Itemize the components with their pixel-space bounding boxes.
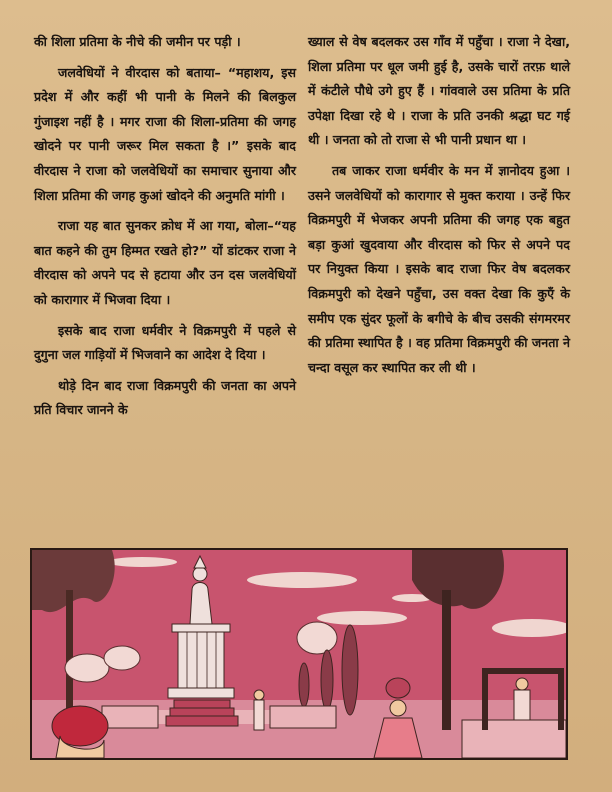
story-illustration [30,548,568,760]
left-text-column [34,30,296,423]
paragraph: तब जाकर राजा धर्मवीर के मन में ज्ञानोदय हुआ । उसने जलवेधियों को कारागार से मुक्त कराया । उन्हें फिर विक्रमपुरी में भेजकर अपनी प्रतिमा की जगह एक बहुत बड़ा कुआं खुदवाया और वीरदास को फिर से अपने पद पर नियुक्त किया । इसके बाद राजा फिर वेष बदलकर विक्रमपुरी को देखने पहुँचा, उस वक्त देखा कि कुएँ के समीप एक सुंदर फूलों के बगीचे के बीच उसकी संगमरमर की प्रतिमा स्थापित है । वह प्रतिमा विक्रमपुरी की जनता ने चन्दा वसूल कर स्थापित कर ली थी । [308,162,571,375]
cloud [107,557,177,567]
paragraph: की शिला प्रतिमा के नीचे की जमीन पर पड़ी । [34,34,241,49]
water-pot [386,678,410,698]
bush [104,646,140,670]
paragraph: थोड़े दिन बाद राजा विक्रमपुरी की जनता का अपने प्रति विचार जानने के [34,377,296,418]
bush [297,622,337,654]
walking-man [254,700,264,730]
garden-statue-scene [32,550,566,758]
bush [65,654,109,682]
cypress-tree [299,663,309,707]
paragraph: इसके बाद राजा धर्मवीर ने विक्रमपुरी में पहले से दुगुना जल गाड़ियों में भिजवाने का आदेश दे दिया । [34,322,296,363]
cypress-tree [342,625,358,715]
tree-trunk [66,590,73,720]
cypress-tree [321,650,333,710]
well [462,720,566,758]
hedge [270,706,336,728]
well-frame [482,668,564,674]
person-at-well [514,690,530,720]
paragraph: ख्याल से वेष बदलकर उस गाँव में पहुँचा । राजा ने देखा, शिला प्रतिमा पर धूल जमी हुई है, उसके चारों तरफ़ थाले में कंटीले पौधे उगे हुए हैं । गांववाले उस प्रतिमा के प्रति उपेक्षा दिखा रहे थे । राजा के प्रति उनकी श्रद्धा घट गई थी । जनता को तो राजा से भी पानी प्रधान था । [308,34,570,148]
cloud [247,572,357,588]
tree-trunk [442,590,451,730]
statue-pillar [178,630,224,690]
statue-steps [166,716,238,726]
paragraph: जलवेधियों ने वीरदास को बताया– “महाशय, इस प्रदेश में और कहीं भी पानी के मिलने की बिलकुल गुंजाइश नहीं है । मगर राजा की शिला-प्रतिमा की जगह खोदने पर पानी जरूर मिल सकता है ।” इसके बाद वीरदास ने राजा को जलवेधियों का समाचार सुनाया और शिला प्रतिमा की जगह कुआं खोदने की अनुमति मांगी । [34,64,296,203]
right-text-column [308,30,570,380]
hedge [102,706,158,728]
cloud [317,611,407,625]
paragraph: राजा यह बात सुनकर क्रोध में आ गया, बोला–“यह बात कहने की तुम हिम्मत रखते हो?” यों डांटकर राजा ने वीरदास को अपने पद से हटाया और उन दस जलवेधियों को कारागार में भिजवा दिया । [34,218,296,307]
